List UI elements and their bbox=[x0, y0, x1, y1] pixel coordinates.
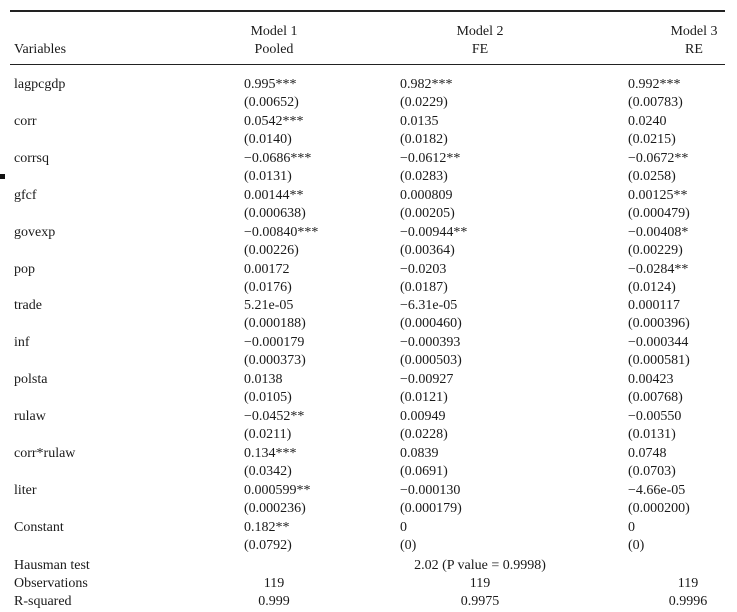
rsquared-model-2: 0.9975 bbox=[460, 594, 500, 609]
coefficient-model-2: 0.0135 bbox=[400, 114, 439, 129]
coefficient-model-2: −0.00944** bbox=[400, 225, 468, 240]
std-error-model-3: (0.0124) bbox=[628, 280, 676, 295]
observations-model-2: 119 bbox=[469, 576, 491, 591]
coefficient-model-1: 0.00172 bbox=[244, 262, 290, 277]
hausman-value: 2.02 (P value = 0.9998) bbox=[414, 558, 546, 573]
coefficient-model-2: 0.000809 bbox=[400, 188, 453, 203]
coefficient-model-3: 0.0748 bbox=[628, 446, 667, 461]
coefficient-model-1: 0.995*** bbox=[244, 77, 297, 92]
std-error-model-2: (0.0182) bbox=[400, 132, 448, 147]
std-error-model-3: (0.000581) bbox=[628, 353, 690, 368]
std-error-model-1: (0.00226) bbox=[244, 243, 299, 258]
std-error-model-1: (0.000373) bbox=[244, 353, 306, 368]
std-error-model-1: (0.000638) bbox=[244, 206, 306, 221]
header-rule bbox=[10, 64, 725, 65]
std-error-model-1: (0.0105) bbox=[244, 390, 292, 405]
std-error-model-2: (0.00205) bbox=[400, 206, 455, 221]
variable-name: govexp bbox=[14, 225, 56, 240]
std-error-model-1: (0.0140) bbox=[244, 132, 292, 147]
std-error-model-3: (0.0215) bbox=[628, 132, 676, 147]
coefficient-model-3: −0.0672** bbox=[628, 151, 689, 166]
std-error-model-3: (0.0131) bbox=[628, 427, 676, 442]
variable-name: trade bbox=[14, 298, 42, 313]
coefficient-model-1: 0.000599** bbox=[244, 483, 311, 498]
std-error-model-3: (0.00229) bbox=[628, 243, 683, 258]
model-1-type: Pooled bbox=[254, 42, 294, 57]
margin-marker bbox=[0, 174, 5, 179]
std-error-model-1: (0.00652) bbox=[244, 95, 299, 110]
variable-name: Constant bbox=[14, 520, 64, 535]
std-error-model-1: (0.0342) bbox=[244, 464, 292, 479]
std-error-model-2: (0.000460) bbox=[400, 316, 462, 331]
coefficient-model-3: 0.00423 bbox=[628, 372, 674, 387]
std-error-model-1: (0.0131) bbox=[244, 169, 292, 184]
std-error-model-2: (0) bbox=[400, 538, 417, 553]
variable-name: liter bbox=[14, 483, 37, 498]
model-3-type: RE bbox=[685, 42, 703, 57]
coefficient-model-1: 0.0542*** bbox=[244, 114, 304, 129]
coefficient-model-3: −0.0284** bbox=[628, 262, 689, 277]
std-error-model-1: (0.0176) bbox=[244, 280, 292, 295]
variables-header: Variables bbox=[14, 42, 67, 57]
coefficient-model-2: 0.00949 bbox=[400, 409, 446, 424]
coefficient-model-3: 0 bbox=[628, 520, 635, 535]
std-error-model-3: (0.0703) bbox=[628, 464, 676, 479]
std-error-model-2: (0.0228) bbox=[400, 427, 448, 442]
std-error-model-1: (0.0211) bbox=[244, 427, 292, 442]
std-error-model-1: (0.000236) bbox=[244, 501, 306, 516]
model-2-type: FE bbox=[471, 42, 489, 57]
std-error-model-2: (0.0691) bbox=[400, 464, 448, 479]
coefficient-model-3: −0.000344 bbox=[628, 335, 689, 350]
coefficient-model-1: −0.000179 bbox=[244, 335, 305, 350]
coefficient-model-3: −0.00550 bbox=[628, 409, 682, 424]
observations-model-3: 119 bbox=[677, 576, 699, 591]
std-error-model-3: (0.00768) bbox=[628, 390, 683, 405]
rsquared-label: R-squared bbox=[14, 594, 72, 609]
variable-name: gfcf bbox=[14, 188, 37, 203]
std-error-model-2: (0.00364) bbox=[400, 243, 455, 258]
variable-name: pop bbox=[14, 262, 35, 277]
variable-name: lagpcgdp bbox=[14, 77, 66, 92]
rsquared-model-3: 0.9996 bbox=[668, 594, 708, 609]
variable-name: corr*rulaw bbox=[14, 446, 76, 461]
std-error-model-2: (0.0283) bbox=[400, 169, 448, 184]
std-error-model-3: (0.00783) bbox=[628, 95, 683, 110]
variable-name: corrsq bbox=[14, 151, 49, 166]
model-2-name: Model 2 bbox=[456, 24, 504, 39]
variable-name: corr bbox=[14, 114, 37, 129]
variable-name: polsta bbox=[14, 372, 48, 387]
coefficient-model-2: −6.31e-05 bbox=[400, 298, 458, 313]
hausman-label: Hausman test bbox=[14, 558, 90, 573]
variable-name: inf bbox=[14, 335, 30, 350]
observations-model-1: 119 bbox=[263, 576, 285, 591]
coefficient-model-1: 0.182** bbox=[244, 520, 290, 535]
model-1-name: Model 1 bbox=[250, 24, 298, 39]
coefficient-model-2: −0.000393 bbox=[400, 335, 461, 350]
std-error-model-1: (0.0792) bbox=[244, 538, 292, 553]
std-error-model-1: (0.000188) bbox=[244, 316, 306, 331]
coefficient-model-2: 0.0839 bbox=[400, 446, 439, 461]
coefficient-model-1: 0.0138 bbox=[244, 372, 283, 387]
std-error-model-3: (0.000396) bbox=[628, 316, 690, 331]
coefficient-model-1: −0.0686*** bbox=[244, 151, 312, 166]
std-error-model-3: (0.000200) bbox=[628, 501, 690, 516]
coefficient-model-1: −0.0452** bbox=[244, 409, 305, 424]
std-error-model-3: (0) bbox=[628, 538, 645, 553]
coefficient-model-1: −0.00840*** bbox=[244, 225, 319, 240]
coefficient-model-3: −0.00408* bbox=[628, 225, 689, 240]
rsquared-model-1: 0.999 bbox=[258, 594, 290, 609]
coefficient-model-3: 0.992*** bbox=[628, 77, 681, 92]
coefficient-model-2: 0.982*** bbox=[400, 77, 453, 92]
coefficient-model-2: −0.0612** bbox=[400, 151, 461, 166]
std-error-model-3: (0.0258) bbox=[628, 169, 676, 184]
coefficient-model-2: −0.0203 bbox=[400, 262, 447, 277]
std-error-model-2: (0.000503) bbox=[400, 353, 462, 368]
coefficient-model-3: 0.0240 bbox=[628, 114, 667, 129]
coefficient-model-3: 0.00125** bbox=[628, 188, 688, 203]
coefficient-model-2: −0.00927 bbox=[400, 372, 454, 387]
coefficient-model-1: 0.134*** bbox=[244, 446, 297, 461]
coefficient-model-1: 5.21e-05 bbox=[244, 298, 294, 313]
coefficient-model-2: 0 bbox=[400, 520, 407, 535]
observations-label: Observations bbox=[14, 576, 88, 591]
table-top-rule bbox=[10, 10, 725, 12]
coefficient-model-1: 0.00144** bbox=[244, 188, 304, 203]
std-error-model-2: (0.0121) bbox=[400, 390, 448, 405]
std-error-model-2: (0.0229) bbox=[400, 95, 448, 110]
coefficient-model-3: −4.66e-05 bbox=[628, 483, 686, 498]
std-error-model-3: (0.000479) bbox=[628, 206, 690, 221]
model-3-name: Model 3 bbox=[670, 24, 718, 39]
coefficient-model-2: −0.000130 bbox=[400, 483, 461, 498]
coefficient-model-3: 0.000117 bbox=[628, 298, 680, 313]
std-error-model-2: (0.000179) bbox=[400, 501, 462, 516]
std-error-model-2: (0.0187) bbox=[400, 280, 448, 295]
variable-name: rulaw bbox=[14, 409, 46, 424]
